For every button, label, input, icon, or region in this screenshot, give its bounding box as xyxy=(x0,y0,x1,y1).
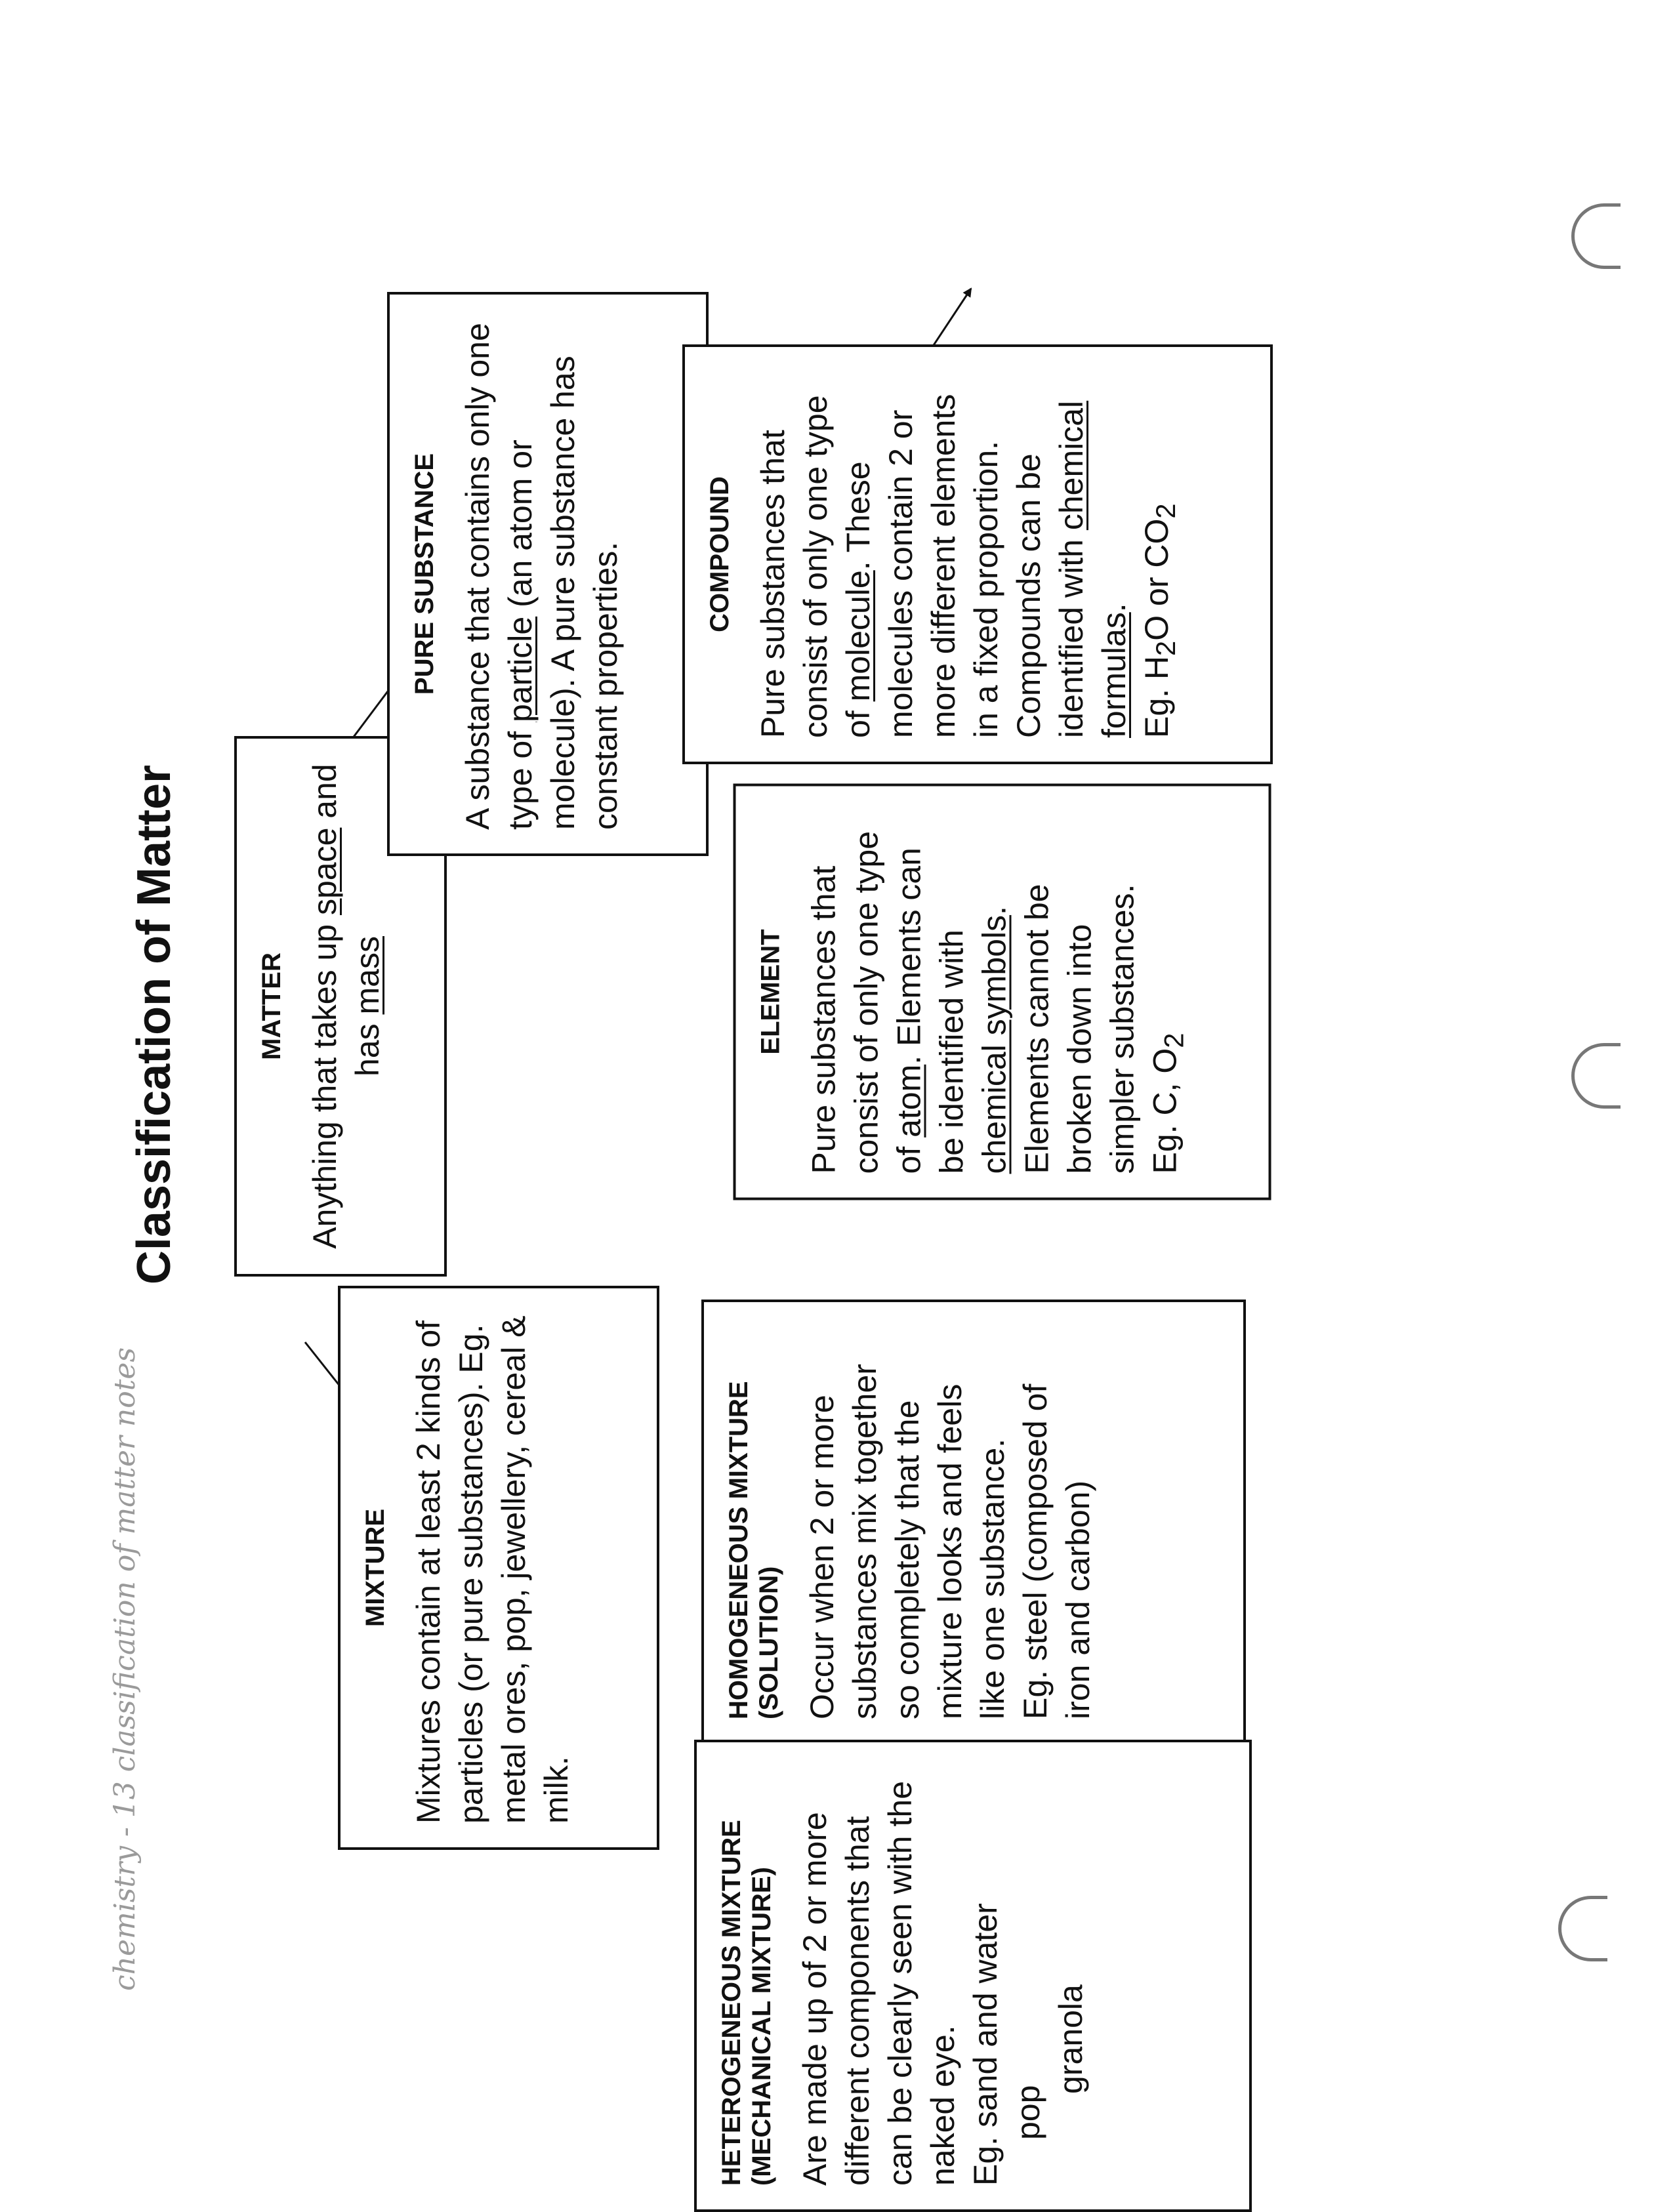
node-heterogeneous-title: HETEROGENEOUS MIXTURE (MECHANICAL MIXTURE) xyxy=(717,1820,776,2186)
node-homogeneous-text: Occur when 2 or more substances mix together so completely that the mixture looks and feels like one substance. Eg. steel (composed of iron and carbon) xyxy=(804,1364,1096,1719)
node-element-title: ELEMENT xyxy=(756,929,785,1055)
node-pure-substance-title: PURE SUBSTANCE xyxy=(410,453,439,695)
node-mixture-text: Mixtures contain at least 2 kinds of particles (or pure substances). Eg. metal ores, pop, jewellery, cereal & milk. xyxy=(410,1315,575,1824)
node-element xyxy=(733,784,1271,1200)
node-pure-substance-text: A substance that contains only one type of particle (an atom or molecule). A pure substance has constant properties. xyxy=(459,323,624,830)
node-element-text: Pure substances that consist of only one type of atom. Elements can be identified with chemical symbols. Elements cannot be broken down into simpler substances. Eg. C, $O_2$ xyxy=(805,830,1189,1174)
node-compound xyxy=(682,344,1273,764)
node-compound-title: COMPOUND xyxy=(705,476,734,632)
node-heterogeneous-text: Are made up of 2 or more different components that can be clearly seen with the naked eye. Eg. sand and water pop granola xyxy=(796,1780,1089,2186)
node-mixture xyxy=(338,1286,659,1850)
node-compound-text: Pure substances that consist of only one type of molecule. These molecules contain 2 or more different elements in a fixed proportion. Compounds can be identified with chemical formulas. Eg. $H_2O$ or $CO_2$ xyxy=(754,394,1181,738)
node-matter-title: MATTER xyxy=(257,952,286,1060)
page-title: Classification of Matter xyxy=(128,764,180,1285)
node-matter-text: Anything that takes up space and has mass xyxy=(306,764,386,1249)
handwritten-note: chemistry - 13 classification of matter notes xyxy=(108,1347,142,1991)
node-mixture-title: MIXTURE xyxy=(361,1509,390,1627)
node-homogeneous-title: HOMOGENEOUS MIXTURE (SOLUTION) xyxy=(724,1381,783,1719)
node-heterogeneous xyxy=(694,1740,1252,2212)
node-pure-substance xyxy=(387,292,709,856)
node-homogeneous xyxy=(701,1300,1246,1746)
